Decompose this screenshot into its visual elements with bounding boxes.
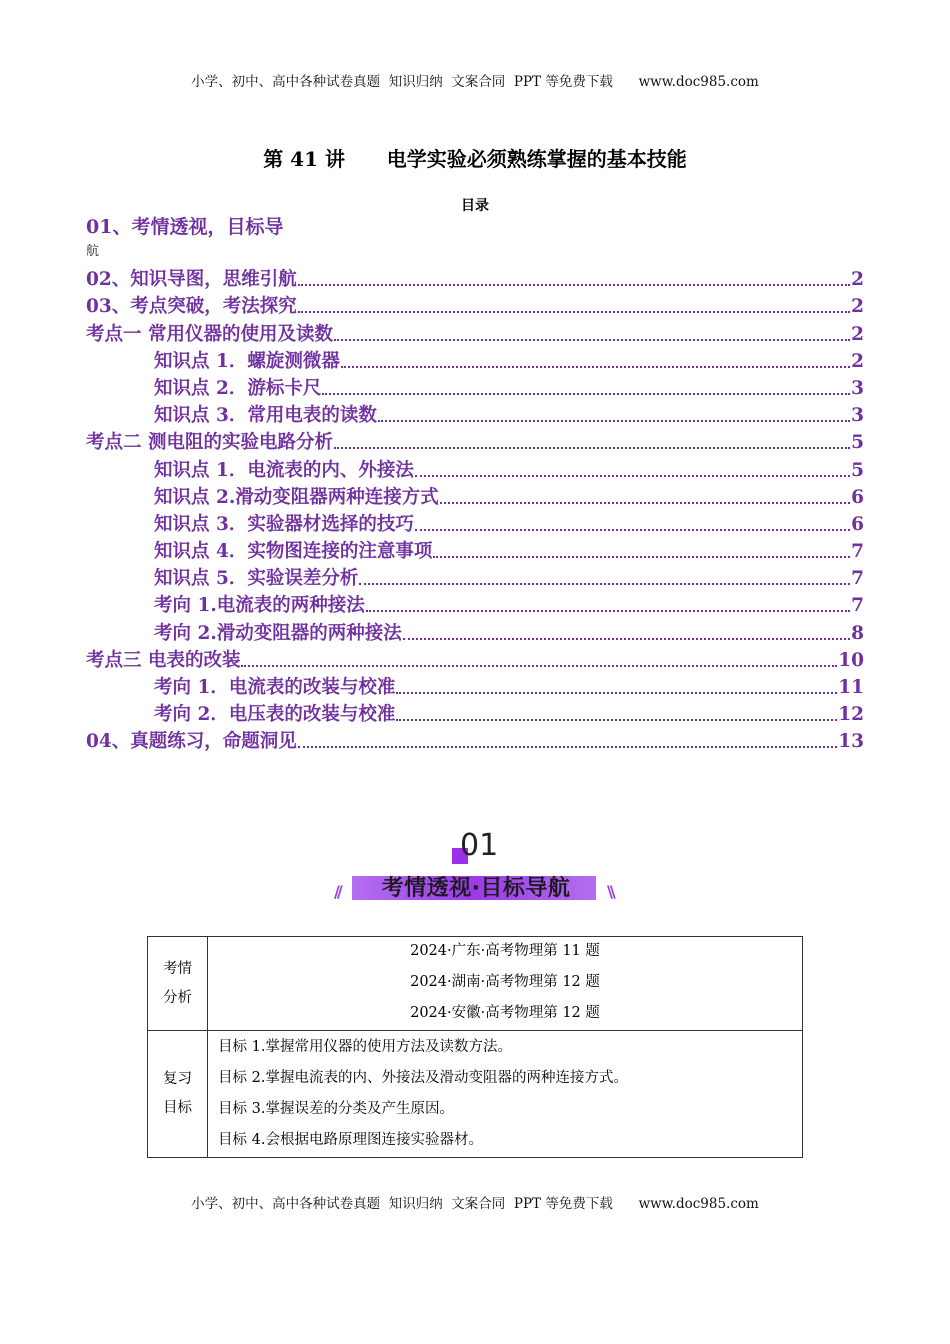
leader-dots — [396, 686, 837, 694]
goal-item: 目标 4.会根据电路原理图连接实验器材。 — [218, 1132, 483, 1148]
toc-entry[interactable] — [86, 701, 864, 728]
toc-entry-label: 考点一 常用仪器的使用及读数 — [86, 323, 333, 345]
toc-entry[interactable] — [86, 565, 864, 592]
leader-dots — [341, 360, 850, 368]
toc-entry-label: 03、考点突破，考法探究 — [86, 296, 297, 318]
exam-sources — [208, 937, 803, 1031]
row-label-goals: 复习 目标 — [148, 1031, 208, 1158]
page-footer: 小学、初中、高中各种试卷真题 知识归纳 文案合同 PPT 等免费下载 www.doc985.com — [191, 1196, 759, 1212]
leader-dots — [440, 496, 850, 504]
toc-entry[interactable] — [86, 456, 864, 483]
toc-entry-page: 8 — [851, 622, 864, 644]
toc-entry-page: 5 — [851, 432, 864, 454]
toc-entry[interactable] — [86, 511, 864, 538]
toc-entry-page: 2 — [851, 296, 864, 318]
leader-dots — [415, 523, 850, 531]
toc-entry-page: 3 — [851, 405, 864, 427]
toc-entry-label: 知识点 3．常用电表的读数 — [154, 405, 377, 427]
toc-entry-page: 6 — [851, 486, 864, 508]
toc-entry[interactable] — [86, 375, 864, 402]
toc-entry[interactable] — [86, 674, 864, 701]
table-row — [148, 1031, 803, 1158]
toc-entry-label: 考向 1.电流表的两种接法 — [154, 595, 365, 617]
toc-entry-label: 知识点 5．实验误差分析 — [154, 568, 359, 590]
toc-entry-page: 2 — [851, 323, 864, 345]
toc-entry-label: 02、知识导图，思维引航 — [86, 269, 297, 291]
table-row — [148, 937, 803, 1031]
toc-entry-page: 6 — [851, 513, 864, 535]
exam-info-table — [147, 936, 803, 1158]
toc-entry[interactable] — [86, 647, 864, 674]
toc-entry[interactable] — [86, 484, 864, 511]
toc-entry-label: 考点三 电表的改装 — [86, 649, 241, 671]
toc-entry-page: 10 — [838, 649, 864, 671]
toc-entry[interactable] — [86, 538, 864, 565]
leader-dots — [322, 387, 850, 395]
toc-entry[interactable] — [86, 592, 864, 619]
toc-entry-page: 3 — [851, 377, 864, 399]
toc-entry-label: 知识点 1．螺旋测微器 — [154, 350, 340, 372]
toc-entry[interactable] — [86, 348, 864, 375]
toc-entry-label: 知识点 4．实物图连接的注意事项 — [154, 541, 433, 563]
toc-entry-label: 知识点 3．实验器材选择的技巧 — [154, 513, 414, 535]
toc-entry[interactable] — [86, 728, 864, 755]
toc-entry-page: 5 — [851, 459, 864, 481]
toc-heading: 目录 — [461, 198, 489, 214]
leader-dots — [366, 604, 850, 612]
goal-item: 目标 1.掌握常用仪器的使用方法及读数方法。 — [218, 1039, 512, 1055]
leader-dots — [396, 713, 837, 721]
banner-right-slash-icon: \\ — [607, 882, 613, 901]
leader-dots — [334, 441, 850, 449]
toc-entry-label: 考向 2．电压表的改装与校准 — [154, 704, 396, 726]
toc-entry-page: 7 — [851, 541, 864, 563]
page-title: 第 41 讲 电学实验必须熟练掌握的基本技能 — [263, 147, 687, 171]
toc-entry-label: 考向 1．电流表的改装与校准 — [154, 677, 396, 698]
page-header: 小学、初中、高中各种试卷真题 知识归纳 文案合同 PPT 等免费下载 www.doc985.com — [191, 74, 759, 90]
toc-entry[interactable] — [86, 320, 864, 347]
toc-entry-label: 考点二 测电阻的实验电路分析 — [86, 432, 333, 454]
toc-entry-page: 12 — [838, 704, 864, 726]
toc-entry-page: 11 — [838, 677, 864, 698]
toc-entry[interactable] — [86, 266, 864, 293]
leader-dots — [298, 305, 850, 313]
leader-dots — [334, 333, 850, 341]
toc-entry[interactable] — [86, 402, 864, 429]
leader-dots — [403, 632, 850, 640]
toc-entry-label: 04、真题练习，命题洞见 — [86, 731, 297, 753]
banner-title: 考情透视·目标导航 — [381, 876, 571, 901]
row-label-analysis: 考情 分析 — [148, 937, 208, 1031]
section-banner — [330, 828, 622, 908]
exam-source: 2024·湖南·高考物理第 12 题 — [410, 974, 600, 990]
toc-entry-page: 7 — [851, 568, 864, 590]
toc-entry[interactable] — [86, 293, 864, 320]
leader-dots — [241, 659, 837, 667]
toc-entry-page: 13 — [838, 731, 864, 753]
toc-entry[interactable] — [86, 429, 864, 456]
toc-entry-page: 2 — [851, 350, 864, 372]
leader-dots — [359, 577, 850, 585]
review-goals — [208, 1031, 803, 1158]
toc-entry-page: 2 — [851, 269, 864, 291]
toc-entry-01[interactable]: 01、考情透视，目标导 — [86, 216, 284, 238]
leader-dots — [415, 469, 850, 477]
banner-left-slash-icon: // — [334, 882, 340, 901]
goal-item: 目标 2.掌握电流表的内、外接法及滑动变阻器的两种连接方式。 — [218, 1070, 628, 1086]
banner-number: 01 — [460, 828, 499, 863]
leader-dots — [378, 414, 850, 422]
table-of-contents — [86, 212, 864, 755]
goal-item: 目标 3.掌握误差的分类及产生原因。 — [218, 1101, 454, 1117]
toc-entry-label: 知识点 2.滑动变阻器两种连接方式 — [154, 486, 439, 508]
exam-source: 2024·广东·高考物理第 11 题 — [410, 943, 600, 959]
toc-entry-page: 7 — [851, 595, 864, 617]
toc-entry-01-wrap: 航 — [86, 244, 100, 259]
toc-entry-label: 知识点 2．游标卡尺 — [154, 377, 322, 399]
exam-source: 2024·安徽·高考物理第 12 题 — [410, 1005, 600, 1021]
leader-dots — [433, 550, 850, 558]
toc-entry-label: 考向 2.滑动变阻器的两种接法 — [154, 622, 402, 644]
toc-entry-label: 知识点 1．电流表的内、外接法 — [154, 459, 414, 481]
leader-dots — [298, 278, 850, 286]
toc-entry[interactable] — [86, 619, 864, 646]
leader-dots — [298, 740, 838, 748]
